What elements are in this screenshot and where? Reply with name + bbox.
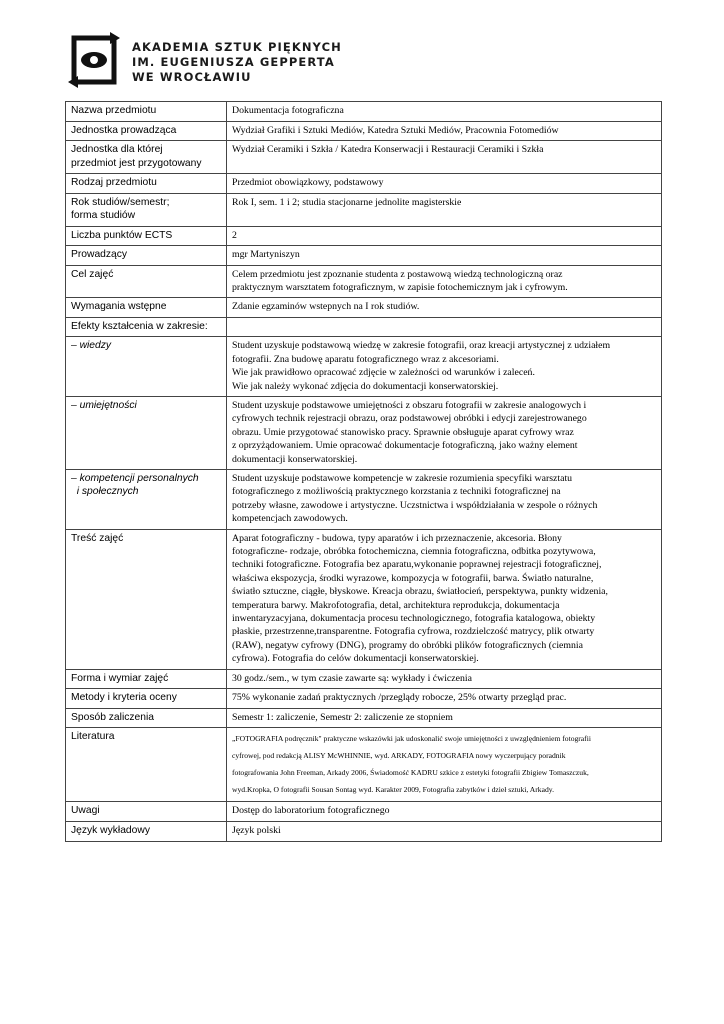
text-line: fotografii. Zna budowę aparatu fotograficznego wraz z akcesoriami. <box>232 353 499 365</box>
table-row <box>66 121 662 141</box>
row-value-empty <box>227 317 662 337</box>
text-line: cyfrowa). Fotografia do celów dokumentacji konserwatorskiej. <box>232 653 479 665</box>
text-line: dokumentacji konserwatorskiej. <box>232 453 358 465</box>
text-line: (RAW), negatyw cyfrowy (DNG), programy do obróbki plików fotograficznych (ciemnia <box>232 639 583 651</box>
table-row <box>66 174 662 194</box>
row-value: Przedmiot obowiązkowy, podstawowy <box>227 174 662 194</box>
text-line: kompetencjach zawodowych. <box>232 513 348 525</box>
row-value <box>227 728 662 802</box>
table-row <box>66 298 662 318</box>
table-row <box>66 317 662 337</box>
text-line: „FOTOGRAFIA podręcznik" praktyczne wskazówki jak udoskonalić swoje umiejętności z uwzględnieniem fotografii <box>232 734 591 744</box>
row-label <box>66 469 227 529</box>
course-spec-table <box>65 101 662 842</box>
text-line: Wie jak prawidłowo opracować zdjęcie w zależności od warunków i zaleceń. <box>232 367 535 379</box>
academy-name-line1: AKADEMIA SZTUK PIĘKNYCH <box>132 40 342 54</box>
table-row <box>66 802 662 822</box>
row-value: Rok I, sem. 1 i 2; studia stacjonarne jednolite magisterskie <box>227 193 662 226</box>
row-value: Wydział Grafiki i Sztuki Mediów, Katedra Sztuki Mediów, Pracownia Fotomediów <box>227 121 662 141</box>
row-value: Zdanie egzaminów wstepnych na I rok studiów. <box>227 298 662 318</box>
text-line: z oprzyżądowaniem. Umie opracować dokumentacje fotograficzną, jako ważny element <box>232 440 578 452</box>
row-label: Nazwa przedmiotu <box>66 102 227 122</box>
text-line: potrzeby własne, zawodowe i artystyczne. Uczstnictwa i współdziałania w zespole o różnych <box>232 499 598 511</box>
row-value <box>227 469 662 529</box>
row-value: mgr Martyniszyn <box>227 246 662 266</box>
row-label: Literatura <box>66 728 227 802</box>
eye-arrows-logo-icon <box>68 32 120 88</box>
table-row <box>66 141 662 174</box>
row-label: Cel zajęć <box>66 265 227 298</box>
row-label: – umiejętności <box>66 396 227 469</box>
row-value <box>227 396 662 469</box>
row-value: Wydział Ceramiki i Szkła / Katedra Konserwacji i Restauracji Ceramiki i Szkła <box>227 141 662 174</box>
text-line: fotograficzne- rodzaje, obróbka fotochemiczna, ciemnia fotograficzna, odbitka pozytywowa, <box>232 546 596 557</box>
table-row <box>66 669 662 689</box>
text-line: Celem przedmiotu jest zpoznanie studenta z postawową wiedzą technologiczną oraz <box>232 268 563 280</box>
row-label: Język wykładowy <box>66 821 227 841</box>
row-value: Język polski <box>227 821 662 841</box>
text-line: fotograficznego z możliwością praktycznego korzstania z techniki fotograficznej na <box>232 486 561 498</box>
text-line: światło sztuczne, ciągłe, błyskowe. Kreacja obrazu, światłocień, perspektywa, punkty widzenia, <box>232 586 608 598</box>
row-label <box>66 141 227 174</box>
table-row <box>66 529 662 669</box>
row-value: 2 <box>227 226 662 246</box>
row-label: Forma i wymiar zajęć <box>66 669 227 689</box>
row-value: Semestr 1: zaliczenie, Semestr 2: zaliczenie ze stopniem <box>227 708 662 728</box>
row-value <box>227 337 662 397</box>
text-line: płaskie, przestrzenne,transparentne. Fotografia cyfrowa, rozdzielczość matrycy, plik otwarty <box>232 626 595 638</box>
academy-name-line3: WE WROCŁAWIU <box>132 70 252 84</box>
row-label: Prowadzący <box>66 246 227 266</box>
academy-name-line2: IM. EUGENIUSZA GEPPERTA <box>132 55 335 69</box>
text-line: fotografowania John Freeman, Arkady 2006, Świadomość KADRU szkice z estetyki fotografii Zbigiew Tomaszczuk, <box>232 768 589 778</box>
text-line: Student uzyskuje podstawową wiedzę w zakresie fotografii, oraz kreacji artystycznej z udziałem <box>232 340 611 352</box>
table-row <box>66 226 662 246</box>
text-line: wyd.Kropka, O fotografii Sousan Sontag wyd. Karakter 2009, Fotografia zabytków i dzieł sztuki, Arkady. <box>232 785 554 795</box>
text-line: temperatura barwy. Makrofotografia, detal, architektura reprodukcja, dokumentacja <box>232 599 560 611</box>
row-label: Liczba punktów ECTS <box>66 226 227 246</box>
row-label: Jednostka prowadząca <box>66 121 227 141</box>
row-label-line: przedmiot jest przygotowany <box>71 157 202 169</box>
row-label: Sposób zaliczenia <box>66 708 227 728</box>
table-row <box>66 708 662 728</box>
row-label-line: – kompetencji personalnych <box>71 472 199 484</box>
row-label: Efekty kształcenia w zakresie: <box>66 317 227 337</box>
table-row <box>66 821 662 841</box>
row-label-line: Jednostka dla której <box>71 144 163 155</box>
row-label: Uwagi <box>66 802 227 822</box>
row-label: – wiedzy <box>66 337 227 397</box>
row-value <box>227 265 662 298</box>
row-label <box>66 193 227 226</box>
row-label: Wymagania wstępne <box>66 298 227 318</box>
table-row <box>66 728 662 802</box>
text-line: inwentaryzacyjana, dokumentacja procesu technologicznego, fotografia katalogowa, obiekty <box>232 613 596 625</box>
text-line: Student uzyskuje podstawowe kompetencje w zakresie rozumienia specyfiki warsztatu <box>232 472 573 484</box>
text-line: właściwa ekspozycja, środki wyrazowe, kompozycja w fotografii, barwa. Światło naturalne, <box>232 572 594 584</box>
table-row <box>66 396 662 469</box>
text-line: Wie jak należy wykonać zdjęcia do dokumentacji konserwatorskiej. <box>232 380 499 392</box>
table-row <box>66 193 662 226</box>
row-label: Metody i kryteria oceny <box>66 689 227 709</box>
table-row <box>66 265 662 298</box>
text-line: obrazu. Umie przygotować stanowisko pracy. Sprawnie obsługuje aparat cyfrowy wraz <box>232 426 574 438</box>
row-label-line: i społecznych <box>71 486 139 498</box>
table-row <box>66 102 662 122</box>
row-label-line: Rok studiów/semestr; <box>71 196 170 208</box>
row-value: Dokumentacja fotograficzna <box>227 102 662 122</box>
row-label: Rodzaj przedmiotu <box>66 174 227 194</box>
text-line: Aparat fotograficzny - budowa, typy aparatów i ich przeznaczenie, akcesoria. Błony <box>232 532 562 544</box>
page-header <box>68 32 368 92</box>
text-line: cyfrowej, pod redakcją ALISY McWHINNIE, wyd. ARKADY, FOTOGRAFIA nowy wyczerpujący poradnik <box>232 751 566 761</box>
row-value: Dostęp do laboratorium fotograficznego <box>227 802 662 822</box>
table-row <box>66 469 662 529</box>
text-line: techniki fotograficzne. Fotografia bez aparatu,wykonanie poprawnej rejestracji fotograficznej, <box>232 559 602 571</box>
row-value: 75% wykonanie zadań praktycznych /przeglądy robocze, 25% otwarty przegląd prac. <box>227 689 662 709</box>
row-value <box>227 529 662 669</box>
text-line: cyfrowych technik rejestracji obrazu, oraz podstawowej obróbki i edycji zarejestrowanego <box>232 413 587 425</box>
table-row <box>66 689 662 709</box>
table-row <box>66 337 662 397</box>
row-label: Treść zajęć <box>66 529 227 669</box>
text-line: Student uzyskuje podstawowe umiejętności z obszaru fotografii w zakresie analogowych i <box>232 399 587 411</box>
academy-name <box>132 40 342 85</box>
table-row <box>66 246 662 266</box>
row-label-line: forma studiów <box>71 210 136 221</box>
row-value: 30 godz./sem., w tym czasie zawarte są: wykłady i ćwiczenia <box>227 669 662 689</box>
text-line: praktycznym warsztatem fotograficznym, w zapisie fotochemicznym jak i cyfrowym. <box>232 281 568 293</box>
